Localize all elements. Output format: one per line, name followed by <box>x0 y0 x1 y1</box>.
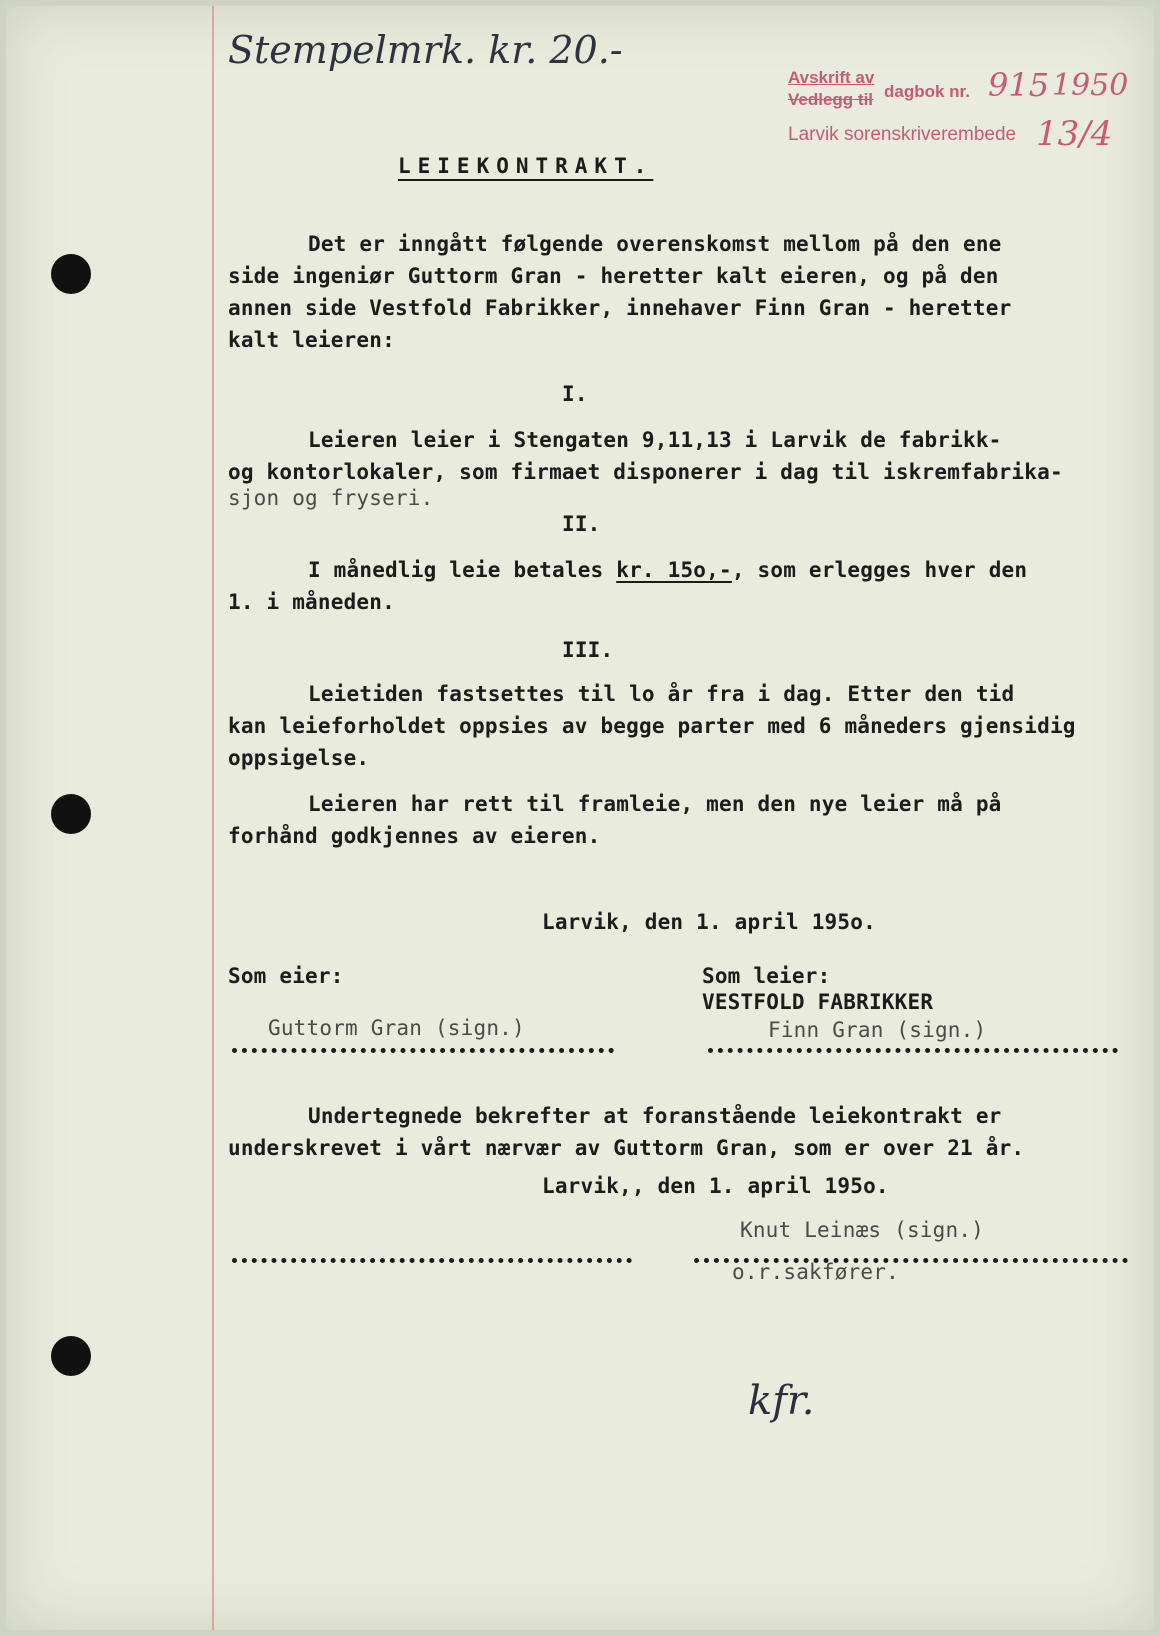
section-line: 1. i måneden. <box>228 590 395 614</box>
witness-signature-line-left <box>232 1258 632 1263</box>
lawyer-title: o.r.sakfører. <box>732 1260 899 1284</box>
owner-signature: Guttorm Gran (sign.) <box>268 1016 525 1040</box>
stamp-number: 915 <box>988 66 1050 104</box>
margin-line <box>212 6 214 1630</box>
place-date-2: Larvik,, den 1. april 195o. <box>542 1174 889 1198</box>
rent-prefix: I månedlig leie betales <box>308 558 604 582</box>
section-heading: III. <box>562 638 614 662</box>
section-line: kan leieforholdet oppsies av begge parter med 6 måneders gjensidig <box>228 714 1076 738</box>
section-heading: I. <box>562 382 588 406</box>
intro-line: kalt leieren: <box>228 328 395 352</box>
section-line: og kontorlokaler, som firmaet disponerer i dag til iskremfabrika- <box>228 460 1063 484</box>
intro-line: side ingeniør Guttorm Gran - heretter kalt eieren, og på den <box>228 264 999 288</box>
owner-label: Som eier: <box>228 964 344 988</box>
section-line: oppsigelse. <box>228 746 370 770</box>
place-date: Larvik, den 1. april 195o. <box>542 910 876 934</box>
stamp-line2: Vedlegg til <box>788 90 874 109</box>
stamp-line1: Avskrift av <box>788 68 875 87</box>
intro-line: annen side Vestfold Fabrikker, innehaver Finn Gran - heretter <box>228 296 1012 320</box>
tenant-label: Som leier: <box>702 964 831 988</box>
rent-suffix: , som erlegges hver den <box>731 558 1028 582</box>
document-title: LEIEKONTRAKT. <box>398 154 654 178</box>
intro-line: Det er inngått følgende overenskomst mellom på den ene <box>308 232 1002 256</box>
tenant-signature: Finn Gran (sign.) <box>768 1018 987 1042</box>
lawyer-signature: Knut Leinæs (sign.) <box>740 1218 985 1242</box>
handwritten-initials: kfr. <box>748 1378 815 1424</box>
owner-signature-line <box>232 1048 614 1053</box>
stamp-office: Larvik sorenskriverembede <box>788 124 1017 145</box>
punch-hole <box>51 254 91 294</box>
section-line: Leieren har rett til framleie, men den nye leier må på <box>308 792 1002 816</box>
punch-hole <box>51 1336 91 1376</box>
rent-line <box>308 558 1027 582</box>
document-page <box>6 6 1154 1630</box>
rent-amount: kr. 15o,- <box>616 558 732 582</box>
tenant-company: VESTFOLD FABRIKKER <box>702 990 934 1014</box>
stamp-dagbok: dagbok nr. <box>884 82 970 101</box>
punch-hole <box>51 794 91 834</box>
stamp-year: 1950 <box>1052 68 1129 103</box>
witness-line: underskrevet i vårt nærvær av Guttorm Gran, som er over 21 år. <box>228 1136 1025 1160</box>
witness-line: Undertegnede bekrefter at foranstående leiekontrakt er <box>308 1104 1002 1128</box>
section-line: Leietiden fastsettes til lo år fra i dag. Etter den tid <box>308 682 1015 706</box>
section-line: Leieren leier i Stengaten 9,11,13 i Larvik de fabrikk- <box>308 428 1002 452</box>
stamp-date: 13/4 <box>1036 114 1113 154</box>
stamp-fee-note: Stempelmrk. kr. 20.- <box>228 28 623 72</box>
section-line: forhånd godkjennes av eieren. <box>228 824 601 848</box>
tenant-signature-line <box>708 1048 1118 1053</box>
section-heading: II. <box>562 512 601 536</box>
section-line: sjon og fryseri. <box>228 486 434 510</box>
